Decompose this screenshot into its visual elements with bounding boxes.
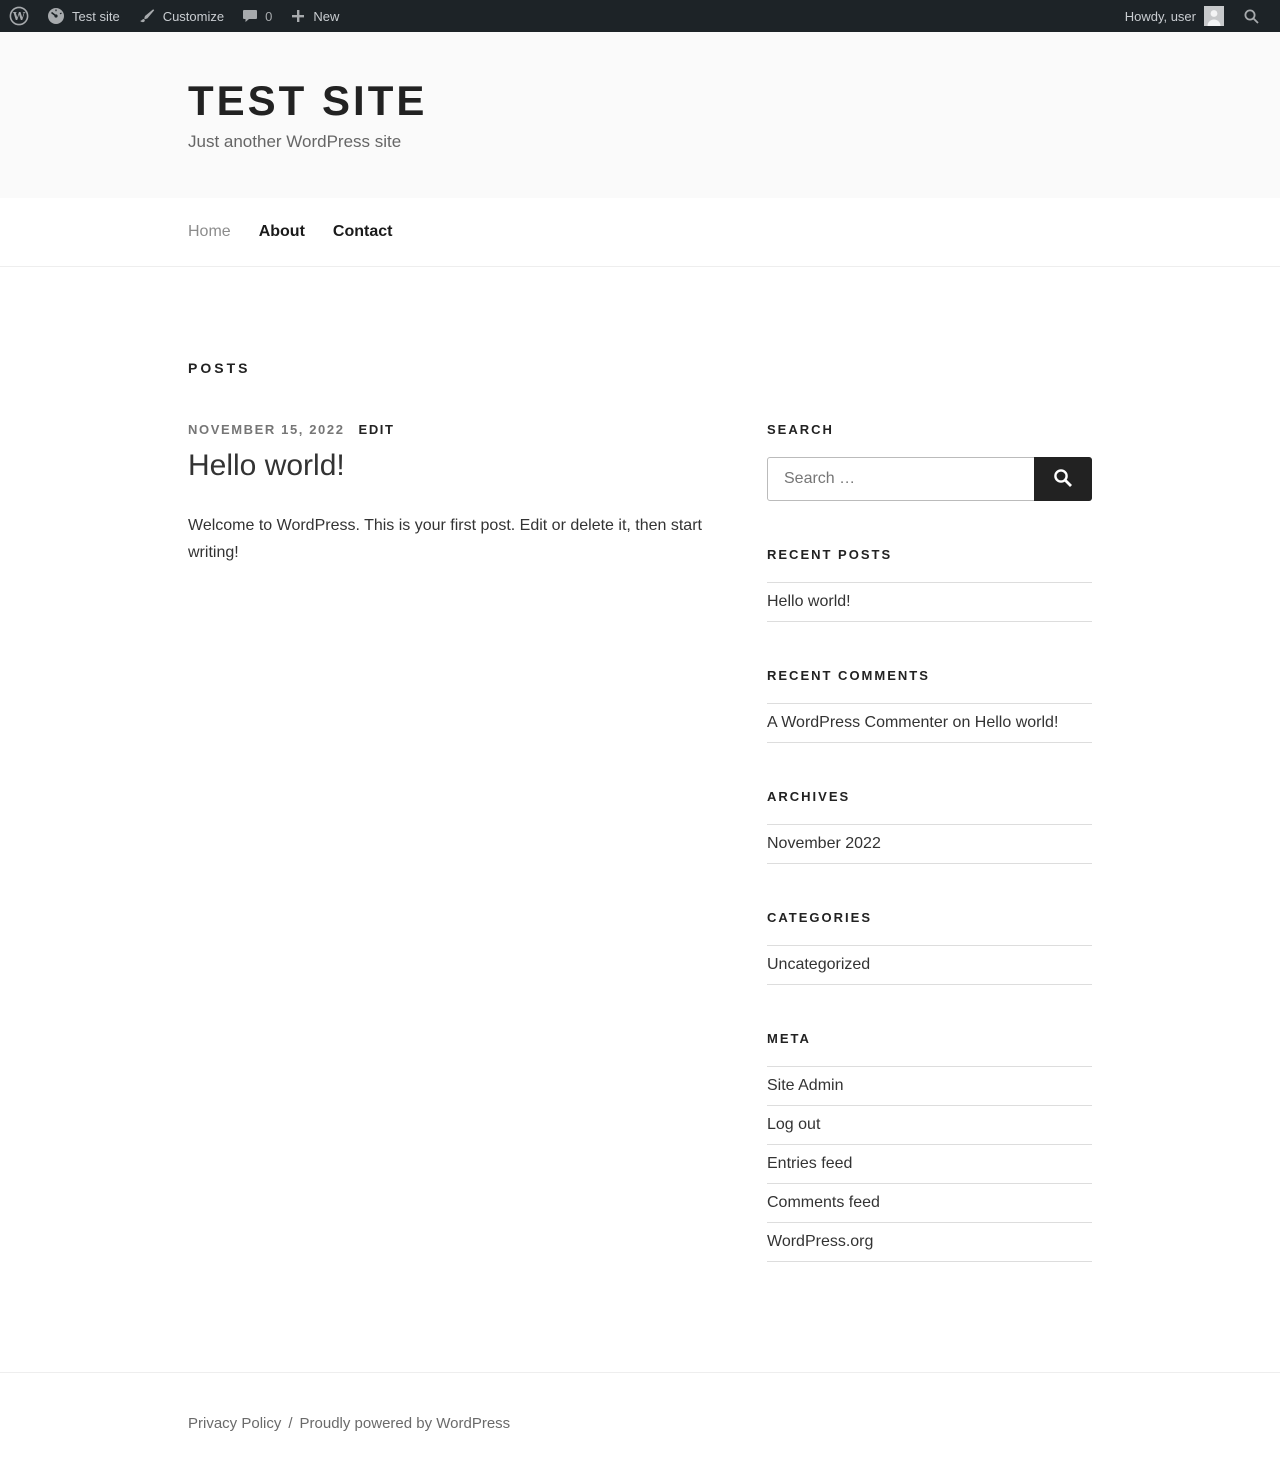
nav-item-home[interactable]: Home xyxy=(188,223,231,240)
post-hello-world xyxy=(188,422,703,566)
recent-comments-title: RECENT COMMENTS xyxy=(767,668,930,683)
site-tagline: Just another WordPress site xyxy=(188,132,402,152)
footer-text xyxy=(188,1373,1092,1432)
site-header xyxy=(0,32,1280,198)
search-magnifier-icon xyxy=(1052,467,1074,492)
archive-link[interactable]: November 2022 xyxy=(767,835,881,852)
search-widget-title: SEARCH xyxy=(767,422,834,437)
howdy-label: Howdy, user xyxy=(1124,8,1196,24)
meta-title: META xyxy=(767,1031,811,1046)
search-form xyxy=(767,457,1092,501)
paintbrush-icon xyxy=(138,7,156,25)
post-title-link[interactable]: Hello world! xyxy=(188,449,345,482)
privacy-policy-link[interactable]: Privacy Policy xyxy=(188,1415,282,1432)
log-out-link[interactable]: Log out xyxy=(767,1116,821,1133)
comment-bubble-icon xyxy=(242,8,258,24)
entry-meta xyxy=(188,422,703,437)
comments-count: 0 xyxy=(265,8,273,24)
comment-connector: on xyxy=(952,714,971,731)
categories-title: CATEGORIES xyxy=(767,910,872,925)
archives-title: ARCHIVES xyxy=(767,789,851,804)
list-item xyxy=(767,704,1092,743)
list-item xyxy=(767,1067,1092,1106)
posts-column xyxy=(188,422,703,566)
list-item xyxy=(767,1184,1092,1223)
comment-author-link[interactable]: A WordPress Commenter xyxy=(767,714,949,731)
list-item xyxy=(767,825,1092,864)
recent-post-link[interactable]: Hello world! xyxy=(767,593,851,610)
widget-categories xyxy=(767,910,1092,985)
comments-menu[interactable] xyxy=(233,0,281,32)
dashboard-gauge-icon xyxy=(47,7,65,25)
plus-icon xyxy=(290,8,306,24)
page-title: POSTS xyxy=(188,360,251,376)
sidebar xyxy=(767,422,1092,1262)
recent-posts-title: RECENT POSTS xyxy=(767,547,893,562)
admin-search-button[interactable] xyxy=(1233,0,1270,32)
search-submit-button[interactable] xyxy=(1034,457,1092,501)
customize-menu[interactable] xyxy=(129,0,233,32)
site-title[interactable]: TEST SITE xyxy=(188,77,428,124)
site-branding xyxy=(188,32,1092,152)
list-item xyxy=(767,946,1092,985)
powered-by-link[interactable]: Proudly powered by WordPress xyxy=(299,1415,511,1432)
new-content-menu[interactable] xyxy=(281,0,348,32)
list-item xyxy=(767,1223,1092,1262)
new-label: New xyxy=(313,8,340,24)
my-account-menu[interactable] xyxy=(1116,0,1233,32)
admin-bar-right xyxy=(1116,0,1270,32)
widget-recent-posts xyxy=(767,547,1092,622)
post-title xyxy=(188,447,703,485)
site-name-label: Test site xyxy=(72,8,120,24)
wordpress-logo-icon xyxy=(9,6,29,26)
admin-bar xyxy=(0,0,1280,32)
comments-feed-link[interactable]: Comments feed xyxy=(767,1194,880,1211)
post-date-link[interactable]: NOVEMBER 15, 2022 xyxy=(188,422,345,437)
post-edit-link[interactable]: EDIT xyxy=(358,422,395,437)
widget-recent-comments xyxy=(767,668,1092,743)
site-content xyxy=(188,267,1092,1372)
nav-item-about[interactable]: About xyxy=(258,223,305,240)
search-icon xyxy=(1243,8,1260,25)
wordpress-logo-menu[interactable] xyxy=(0,0,38,32)
widget-meta xyxy=(767,1031,1092,1262)
nav-menu xyxy=(188,198,1092,266)
list-item xyxy=(767,1145,1092,1184)
list-item xyxy=(767,1106,1092,1145)
site-name-menu[interactable] xyxy=(38,0,129,32)
svg-text:W: W xyxy=(12,10,26,23)
post-body: Welcome to WordPress. This is your first post. Edit or delete it, then start writing! xyxy=(188,516,702,561)
list-item xyxy=(767,583,1092,622)
nav-item-contact[interactable]: Contact xyxy=(332,223,393,240)
user-avatar xyxy=(1204,6,1224,26)
customize-label: Customize xyxy=(162,8,225,24)
footer-separator: / xyxy=(288,1415,293,1432)
widget-search xyxy=(767,422,1092,501)
site-admin-link[interactable]: Site Admin xyxy=(767,1077,844,1094)
site-footer xyxy=(0,1372,1280,1469)
main-navigation xyxy=(0,198,1280,267)
entries-feed-link[interactable]: Entries feed xyxy=(767,1155,853,1172)
admin-bar-left xyxy=(0,0,348,32)
widget-archives xyxy=(767,789,1092,864)
wordpress-org-link[interactable]: WordPress.org xyxy=(767,1233,874,1250)
category-link[interactable]: Uncategorized xyxy=(767,956,871,973)
commented-post-link[interactable]: Hello world! xyxy=(974,714,1059,731)
